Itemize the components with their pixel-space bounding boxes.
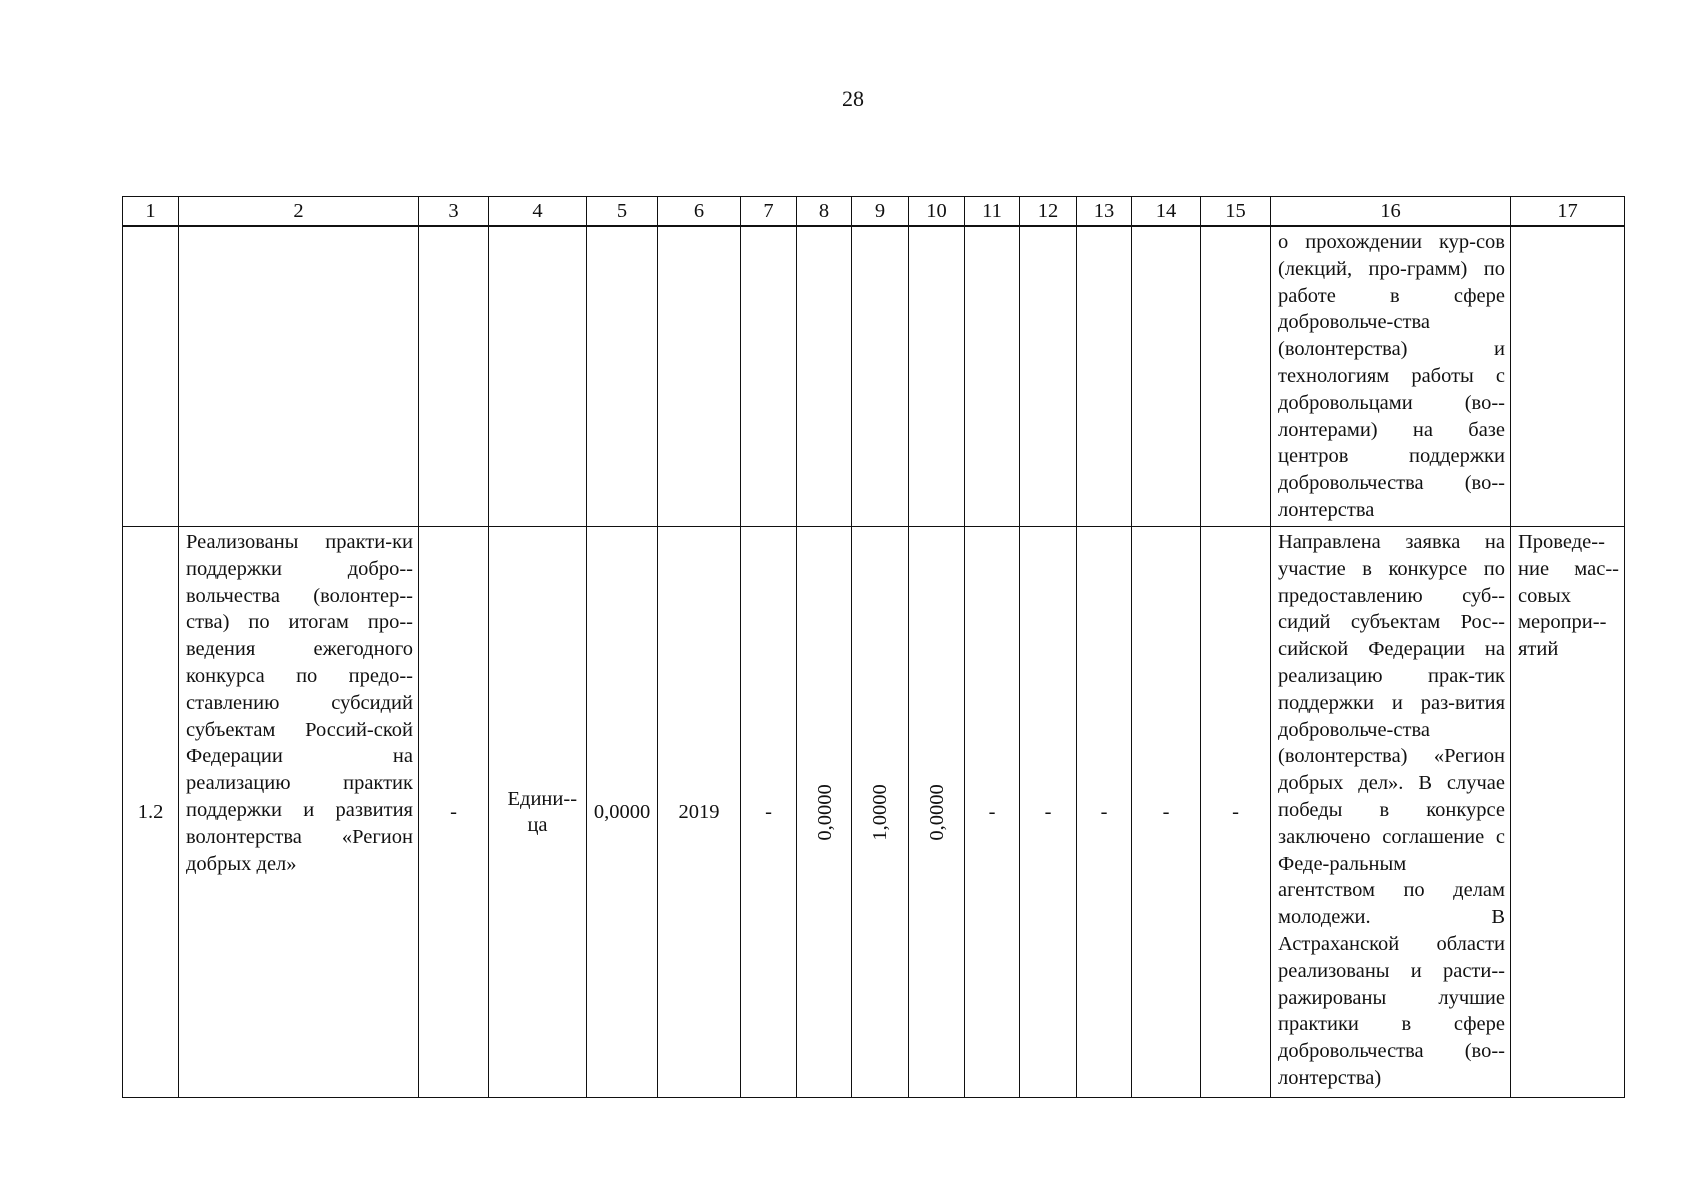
header-cell-16: 16 [1271, 197, 1511, 227]
cell-empty [179, 226, 419, 527]
header-cell-5: 5 [587, 197, 658, 227]
cell-empty [419, 226, 489, 527]
cell-empty [1020, 226, 1077, 527]
cell-empty [1511, 226, 1625, 527]
cell-col10 [909, 527, 965, 1098]
cell-base-value: 0,0000 [587, 527, 658, 1098]
header-cell-3: 3 [419, 197, 489, 227]
cell-empty [1201, 226, 1271, 527]
cell-col11: - [965, 527, 1020, 1098]
cell-result-name: Реализованы практи-ки поддержки добро-вольчества (волонтер-ства) по итогам про-ведения ежегодного конкурса по предо-ставлению субсидий субъектам Россий-ской Федерации на реализацию практик поддержки и развития волонтерства «Регион добрых дел» [179, 527, 419, 1098]
table-row [123, 527, 1625, 1098]
header-cell-12: 12 [1020, 197, 1077, 227]
cell-empty [123, 226, 179, 527]
cell-row-number: 1.2 [123, 527, 179, 1098]
cell-empty [797, 226, 852, 527]
indicators-table [122, 196, 1625, 1098]
value-col8: 0,0000 [813, 783, 836, 841]
cell-result-description: о прохождении кур-сов (лекций, про-грамм) по работе в сфере добровольче-ства (волонтерства) и технологиям работы с добровольцами (во-лонтерами) на базе центров поддержки добровольчества (во-лонтерства [1271, 226, 1511, 527]
header-cell-11: 11 [965, 197, 1020, 227]
cell-event-type: Проведе-ние мас-совых меропри-ятий [1511, 527, 1625, 1098]
header-cell-4: 4 [489, 197, 587, 227]
page-number: 28 [842, 86, 864, 111]
cell-result-description: Направлена заявка на участие в конкурсе по предоставлению суб-сидий субъектам Рос-сийской Федерации на реализацию прак-тик поддержки и раз-вития добровольче-ства (волонтерства) «Регион добрых дел». В случае победы в конкурсе заключено соглашение с Феде-ральным агентством по делам молодежи. В Астраханской области реализованы и расти-ражированы лучшие практики в сфере добровольчества (во-лонтерства) [1271, 527, 1511, 1098]
cell-unit [489, 527, 587, 1098]
cell-empty [587, 226, 658, 527]
value-col10: 0,0000 [925, 783, 948, 841]
cell-empty [658, 226, 741, 527]
unit-text: Едини-ца [507, 788, 578, 836]
header-cell-6: 6 [658, 197, 741, 227]
header-cell-7: 7 [741, 197, 797, 227]
header-cell-9: 9 [852, 197, 909, 227]
cell-empty [852, 226, 909, 527]
cell-empty [965, 226, 1020, 527]
cell-col14: - [1132, 527, 1201, 1098]
value-col9: 1,0000 [868, 783, 891, 841]
cell-col13: - [1077, 527, 1132, 1098]
cell-empty [1132, 226, 1201, 527]
header-cell-8: 8 [797, 197, 852, 227]
header-cell-17: 17 [1511, 197, 1625, 227]
header-row [123, 197, 1625, 227]
cell-col7: - [741, 527, 797, 1098]
cell-col8 [797, 527, 852, 1098]
cell-empty [741, 226, 797, 527]
cell-empty [909, 226, 965, 527]
cell-col9 [852, 527, 909, 1098]
header-cell-14: 14 [1132, 197, 1201, 227]
cell-empty [1077, 226, 1132, 527]
cell-col15: - [1201, 527, 1271, 1098]
cell-base-year: 2019 [658, 527, 741, 1098]
cell-col12: - [1020, 527, 1077, 1098]
header-cell-2: 2 [179, 197, 419, 227]
header-cell-1: 1 [123, 197, 179, 227]
header-cell-10: 10 [909, 197, 965, 227]
cell-empty [489, 226, 587, 527]
cell-col3: - [419, 527, 489, 1098]
table-row [123, 226, 1625, 527]
header-cell-13: 13 [1077, 197, 1132, 227]
header-cell-15: 15 [1201, 197, 1271, 227]
